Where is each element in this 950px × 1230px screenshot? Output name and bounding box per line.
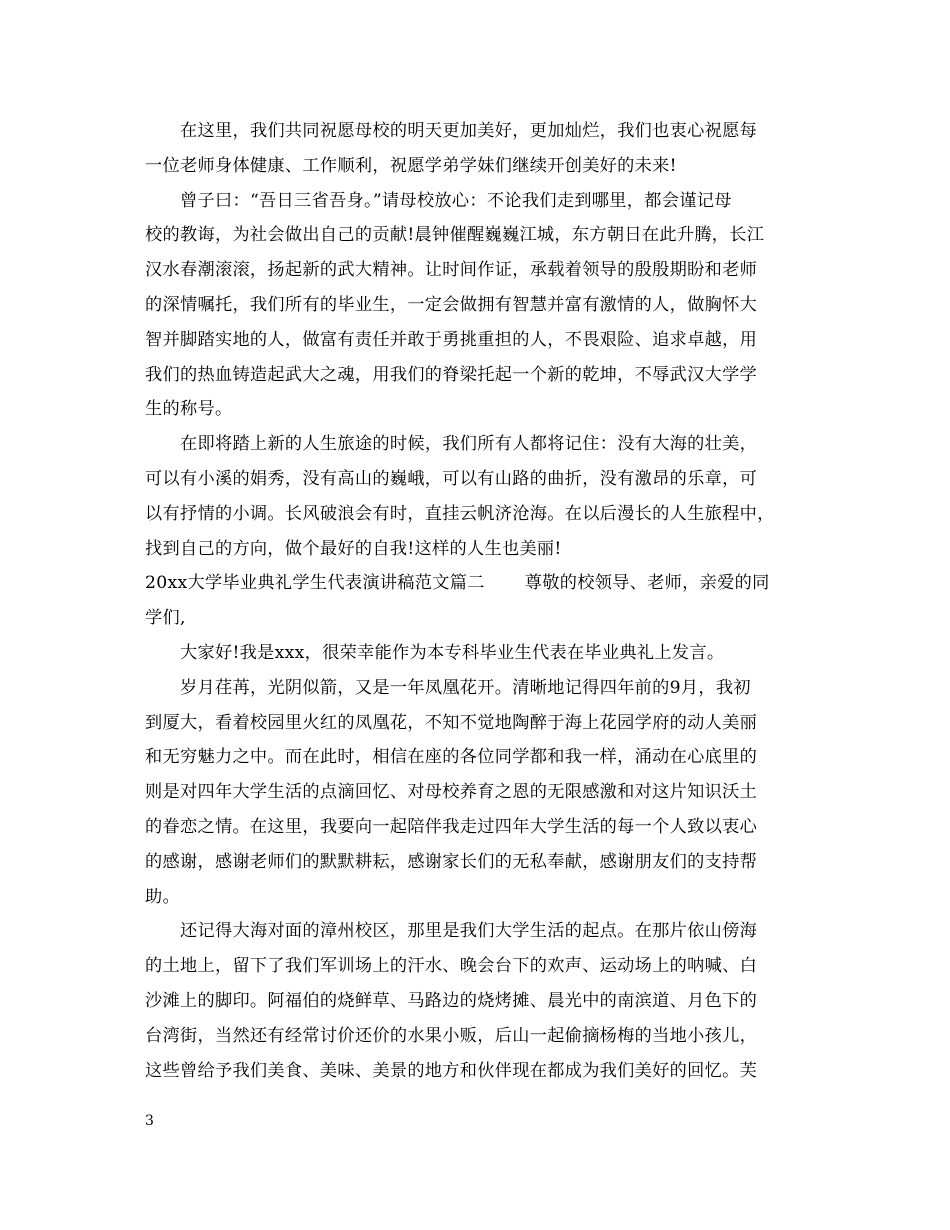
salutation-start: 尊敬的校领导、老师，亲爱的同 bbox=[524, 573, 770, 594]
text-line: 岁月荏苒，光阴似箭，又是一年凤凰花开。清晰地记得四年前的9月，我初 bbox=[180, 677, 751, 698]
text-line: 可以有小溪的娟秀，没有高山的巍峨，可以有山路的曲折，没有激昂的乐章，可 bbox=[145, 468, 758, 489]
text-line: 则是对四年大学生活的点滴回忆、对母校养育之恩的无限感激和对这片知识沃土 bbox=[145, 782, 758, 803]
text-line: 曾子曰：“吾日三省吾身。”请母校放心：不论我们走到哪里，都会谨记母 bbox=[180, 190, 732, 211]
text-line: 校的教诲，为社会做出自己的贡献!晨钟催醒巍巍江城，东方朝日在此升腾，长江 bbox=[145, 225, 765, 246]
text-line: 学们, bbox=[145, 608, 186, 629]
section-heading bbox=[145, 566, 815, 601]
text-line: 智并脚踏实地的人，做富有责任并敢于勇挑重担的人，不畏艰险、追求卓越，用 bbox=[145, 329, 758, 350]
text-line: 生的称号。 bbox=[145, 399, 233, 420]
text-line: 的感谢，感谢老师们的默默耕耘，感谢家长们的无私奉献，感谢朋友们的支持帮 bbox=[145, 851, 758, 872]
text-line: 的深情嘱托，我们所有的毕业生，一定会做拥有智慧并富有激情的人，做胸怀大 bbox=[145, 294, 758, 315]
text-line: 以有抒情的小调。长风破浪会有时，直挂云帆济沧海。在以后漫长的人生旅程中， bbox=[145, 503, 775, 524]
text-line: 一位老师身体健康、工作顺利，祝愿学弟学妹们继续开创美好的未来! bbox=[145, 155, 677, 176]
text-line: 还记得大海对面的漳州校区，那里是我们大学生活的起点。在那片依山傍海 bbox=[180, 921, 758, 942]
text-line: 的眷恋之情。在这里，我要向一起陪伴我走过四年大学生活的每一个人致以衷心 bbox=[145, 816, 758, 837]
page-number: 3 bbox=[145, 1113, 154, 1129]
text-line: 找到自己的方向，做个最好的自我!这样的人生也美丽! bbox=[145, 538, 562, 559]
document-body bbox=[145, 114, 815, 1088]
text-line: 大家好!我是xxx，很荣幸能作为本专科毕业生代表在毕业典礼上发言。 bbox=[180, 642, 725, 663]
text-line: 到厦大，看着校园里火红的凤凰花，不知不觉地陶醉于海上花园学府的动人美丽 bbox=[145, 712, 758, 733]
text-line: 汉水春潮滚滚，扬起新的武大精神。让时间作证，承载着领导的殷殷期盼和老师 bbox=[145, 260, 758, 281]
text-line: 我们的热血铸造起武大之魂，用我们的脊梁托起一个新的乾坤，不辱武汉大学学 bbox=[145, 364, 758, 385]
text-line: 台湾街，当然还有经常讨价还价的水果小贩，后山一起偷摘杨梅的当地小孩儿， bbox=[145, 1025, 758, 1046]
text-line: 助。 bbox=[145, 886, 180, 907]
text-line: 这些曾给予我们美食、美味、美景的地方和伙伴现在都成为我们美好的回忆。芙 bbox=[145, 1060, 758, 1081]
text-line: 和无穷魅力之中。而在此时，相信在座的各位同学都和我一样，涌动在心底里的 bbox=[145, 747, 758, 768]
text-line: 沙滩上的脚印。阿福伯的烧鲜草、马路边的烧烤摊、晨光中的南滨道、月色下的 bbox=[145, 990, 758, 1011]
section-title: 20xx大学毕业典礼学生代表演讲稿范文篇二 bbox=[145, 573, 485, 594]
text-line: 在这里，我们共同祝愿母校的明天更加美好，更加灿烂，我们也衷心祝愿每 bbox=[180, 121, 758, 141]
text-line: 在即将踏上新的人生旅途的时候，我们所有人都将记住：没有大海的壮美， bbox=[180, 434, 758, 455]
text-line: 的土地上，留下了我们军训场上的汗水、晚会台下的欢声、运动场上的呐喊、白 bbox=[145, 956, 758, 977]
